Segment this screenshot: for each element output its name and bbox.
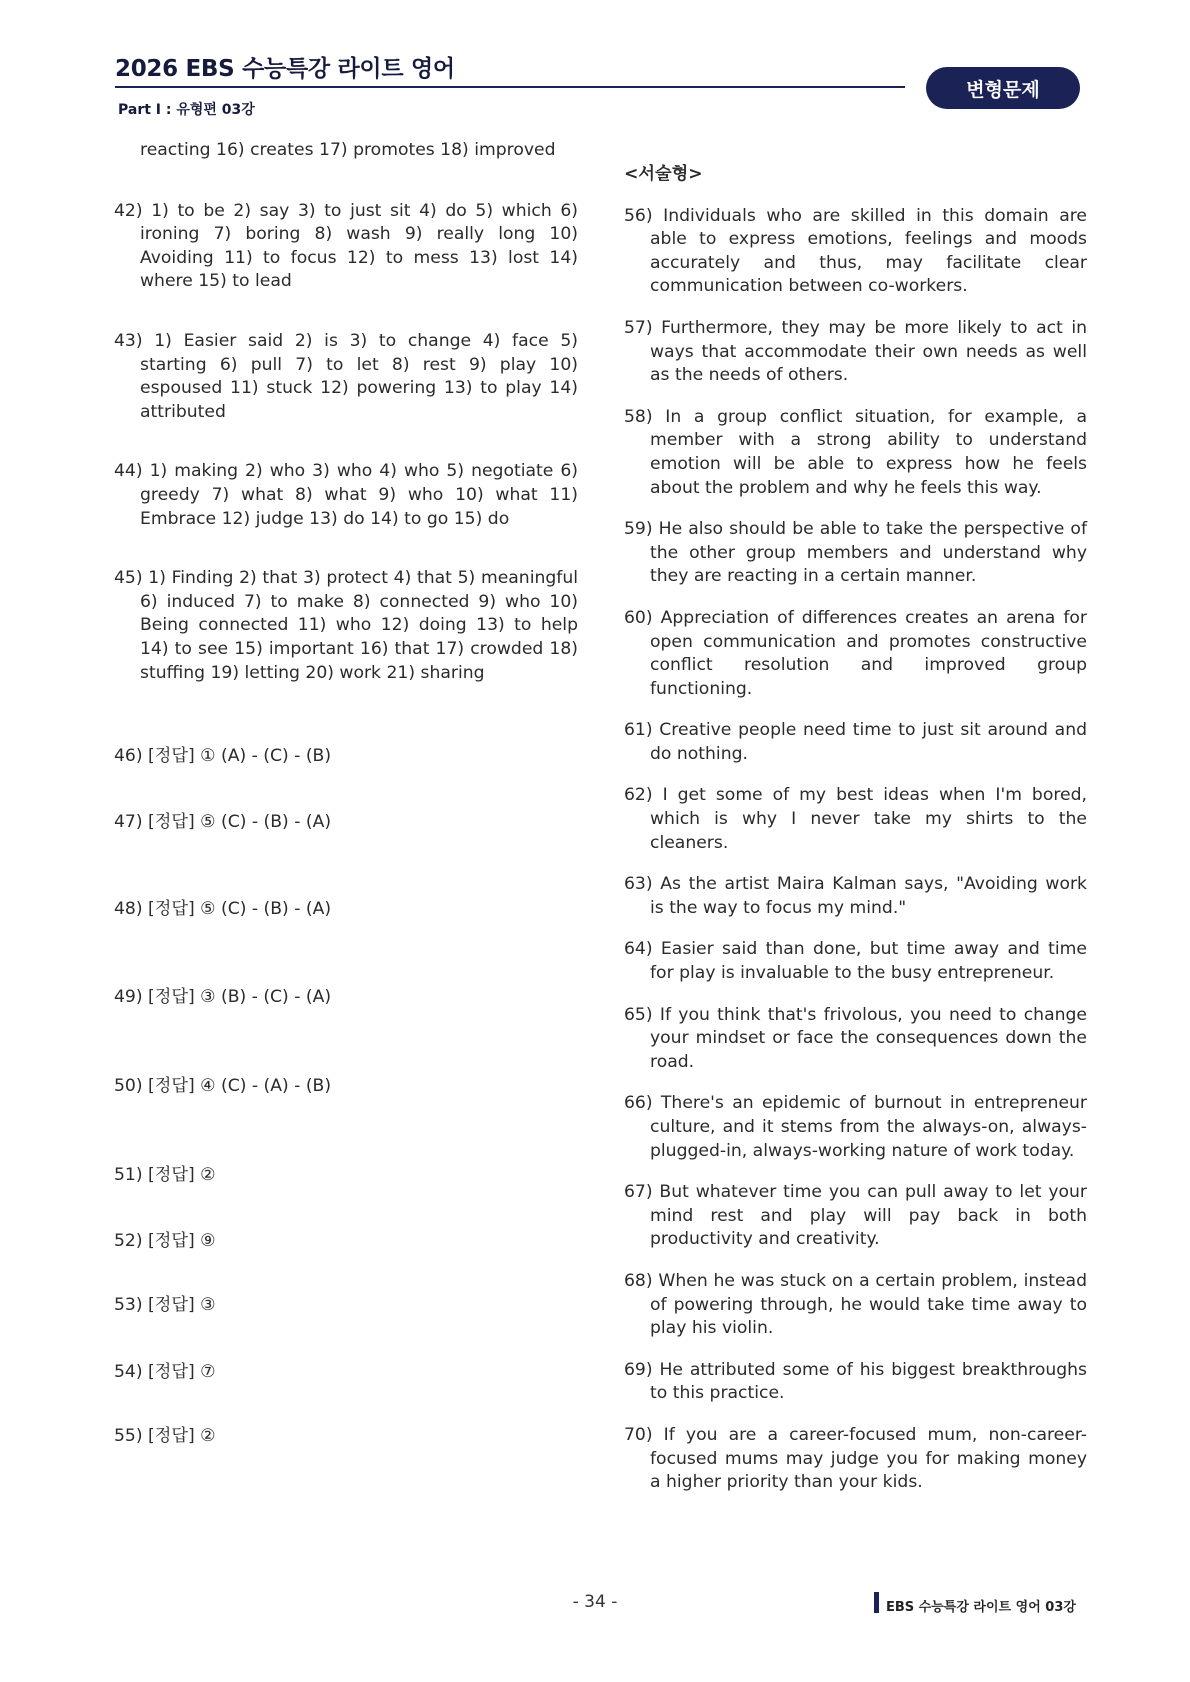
section-badge: 변형문제 [926, 67, 1080, 109]
right-column [624, 163, 1087, 1495]
answer-69: 69) He attributed some of his biggest breakthroughs to this practice. [624, 1359, 1087, 1404]
answer-45: 45) 1) Finding 2) that 3) protect 4) that 5) meaningful 6) induced 7) to make 8) connected 9) who 10) Being connected 11) who 12) doing 13) to help 14) to see 15) important 16) that 17) crowded 18) stuffing 19) letting 20) work 21) sharing [114, 568, 578, 683]
footer-label-text: EBS 수능특강 라이트 영어 03강 [886, 1600, 1076, 1615]
answer-42: 42) 1) to be 2) say 3) to just sit 4) do 5) which 6) ironing 7) boring 8) wash 9) really long 10) Avoiding 11) to focus 12) to mess 13) lost 14) where 15) to lead [114, 200, 578, 292]
answer-48: 48) [정답] ⑤ (C) - (B) - (A) [114, 899, 332, 920]
page-number: - 34 - [572, 1592, 618, 1612]
answer-63: 63) As the artist Maira Kalman says, "Avoiding work is the way to focus my mind." [624, 874, 1087, 918]
answer-50: 50) [정답] ④ (C) - (A) - (B) [114, 1076, 332, 1097]
answer-68: 68) When he was stuck on a certain problem, instead of powering through, he would take time away to play his violin. [624, 1270, 1087, 1339]
answer-55: 55) [정답] ② [114, 1426, 216, 1447]
footer-label [874, 1596, 1076, 1615]
answer-41-continuation: reacting 16) creates 17) promotes 18) improved [140, 140, 556, 160]
answer-51: 51) [정답] ② [114, 1165, 216, 1186]
answer-58: 58) In a group conflict situation, for example, a member with a strong ability to understand emotion will be able to express how he feels about the problem and why he feels this way. [624, 406, 1087, 498]
answer-65: 65) If you think that's frivolous, you need to change your mindset or face the consequences down the road. [624, 1004, 1087, 1072]
answer-57: 57) Furthermore, they may be more likely to act in ways that accommodate their own needs as well as the needs of others. [624, 317, 1087, 386]
answer-44: 44) 1) making 2) who 3) who 4) who 5) negotiate 6) greedy 7) what 8) what 9) who 10) what 11) Embrace 12) judge 13) do 14) to go 15) do [114, 461, 578, 529]
answer-43: 43) 1) Easier said 2) is 3) to change 4) face 5) starting 6) pull 7) to let 8) rest 9) play 10) espoused 11) stuck 12) powering 13) to play 14) attributed [114, 330, 578, 422]
answer-47: 47) [정답] ⑤ (C) - (B) - (A) [114, 811, 332, 832]
answer-66: 66) There's an epidemic of burnout in entrepreneur culture, and it stems from the always-on, always-plugged-in, always-working nature of work today. [624, 1093, 1087, 1161]
part-subtitle: Part Ⅰ : 유형편 03강 [118, 102, 255, 118]
answer-49: 49) [정답] ③ (B) - (C) - (A) [114, 986, 332, 1007]
answer-52: 52) [정답] ⑨ [114, 1230, 216, 1251]
answer-46: 46) [정답] ① (A) - (C) - (B) [114, 746, 332, 767]
left-column [114, 139, 578, 1449]
answer-53: 53) [정답] ③ [114, 1295, 216, 1316]
answer-56: 56) Individuals who are skilled in this domain are able to express emotions, feelings and moods accurately and thus, may facilitate clear communication between co-workers. [624, 205, 1087, 297]
answer-61: 61) Creative people need time to just sit around and do nothing. [624, 720, 1087, 764]
answer-60: 60) Appreciation of differences creates an arena for open communication and promotes constructive conflict resolution and improved group functioning. [624, 607, 1087, 699]
answer-59: 59) He also should be able to take the perspective of the other group members and understand why they are reacting in a certain manner. [624, 519, 1087, 587]
header-divider [115, 86, 905, 88]
answer-62: 62) I get some of my best ideas when I'm bored, which is why I never take my shirts to the cleaners. [624, 785, 1087, 853]
answer-64: 64) Easier said than done, but time away and time for play is invaluable to the busy entrepreneur. [624, 939, 1087, 984]
descriptive-section-heading: <서술형> [624, 164, 703, 184]
answer-54: 54) [정답] ⑦ [114, 1361, 216, 1382]
answer-70: 70) If you are a career-focused mum, non-career-focused mums may judge you for making money a higher priority than your kids. [624, 1424, 1087, 1493]
document-title: 2026 EBS 수능특강 라이트 영어 [115, 56, 455, 82]
answer-67: 67) But whatever time you can pull away to let your mind rest and play will pay back in both productivity and creativity. [624, 1182, 1087, 1250]
